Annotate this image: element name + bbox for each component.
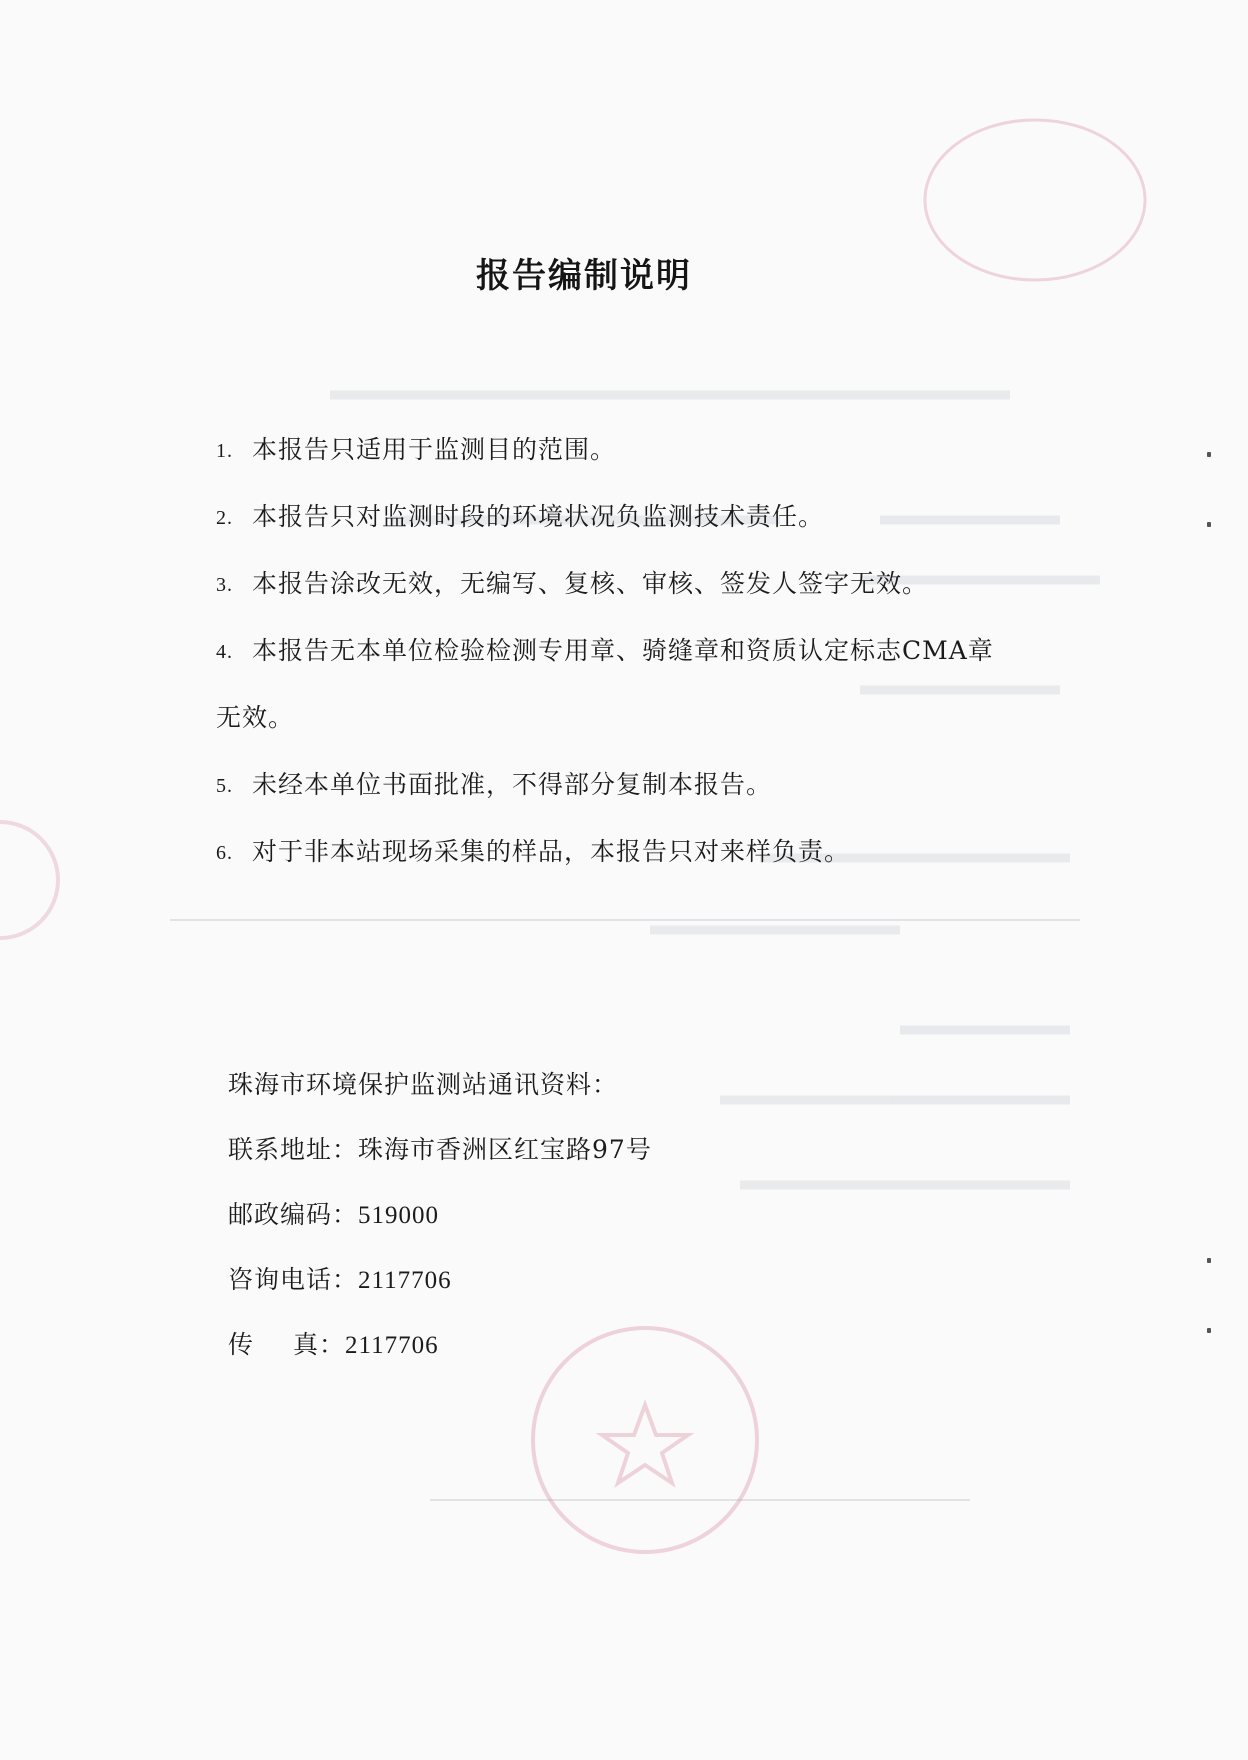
list-item bbox=[216, 617, 1076, 751]
contact-address-row bbox=[228, 1117, 928, 1182]
scan-speck bbox=[1207, 452, 1211, 457]
item-number: 3. bbox=[216, 574, 233, 596]
phone-label: 咨询电话： bbox=[228, 1265, 359, 1294]
postcode-value: 519000 bbox=[358, 1202, 440, 1229]
list-item bbox=[216, 483, 1076, 550]
notes-list bbox=[216, 416, 1076, 885]
contact-phone-row bbox=[228, 1247, 928, 1312]
item-number: 1. bbox=[216, 440, 233, 462]
list-item bbox=[216, 751, 1076, 818]
item-text: 本报告涂改无效，无编写、复核、审核、签发人签字无效。 bbox=[252, 569, 929, 598]
postcode-label: 邮政编码： bbox=[228, 1200, 359, 1229]
contact-heading: 珠海市环境保护监测站通讯资料： bbox=[228, 1070, 619, 1099]
item-text: 对于非本站现场采集的样品，本报告只对来样负责。 bbox=[252, 837, 851, 866]
page-title: 报告编制说明 bbox=[476, 256, 692, 296]
item-number: 4. bbox=[216, 641, 233, 663]
item-text: 本报告只适用于监测目的范围。 bbox=[252, 435, 617, 464]
scan-speck bbox=[1207, 1258, 1211, 1263]
list-item bbox=[216, 550, 1076, 617]
scan-speck bbox=[1207, 1328, 1211, 1333]
item-number: 5. bbox=[216, 775, 233, 797]
fax-value: 2117706 bbox=[345, 1332, 439, 1359]
item-number: 6. bbox=[216, 842, 233, 864]
item-number: 2. bbox=[216, 507, 233, 529]
item-text-continuation: 无效。 bbox=[216, 703, 295, 732]
item-text: 本报告只对监测时段的环境状况负监测技术责任。 bbox=[252, 502, 825, 531]
address-label: 联系地址： bbox=[228, 1135, 359, 1164]
contact-fax-row bbox=[228, 1312, 928, 1377]
address-value: 珠海市香洲区红宝路97号 bbox=[358, 1135, 652, 1164]
fax-label-second: 真： bbox=[293, 1330, 346, 1359]
seal-bleed-left-edge bbox=[0, 822, 58, 938]
contact-info bbox=[228, 1052, 928, 1377]
item-text: 本报告无本单位检验检测专用章、骑缝章和资质认定标志CMA章 bbox=[252, 636, 994, 665]
list-item bbox=[216, 818, 1076, 885]
fax-label-first: 传 bbox=[228, 1330, 294, 1359]
scan-speck bbox=[1207, 522, 1211, 527]
item-text: 未经本单位书面批准，不得部分复制本报告。 bbox=[252, 770, 773, 799]
list-item bbox=[216, 416, 1076, 483]
phone-value: 2117706 bbox=[358, 1267, 452, 1294]
contact-postcode-row bbox=[228, 1182, 928, 1247]
